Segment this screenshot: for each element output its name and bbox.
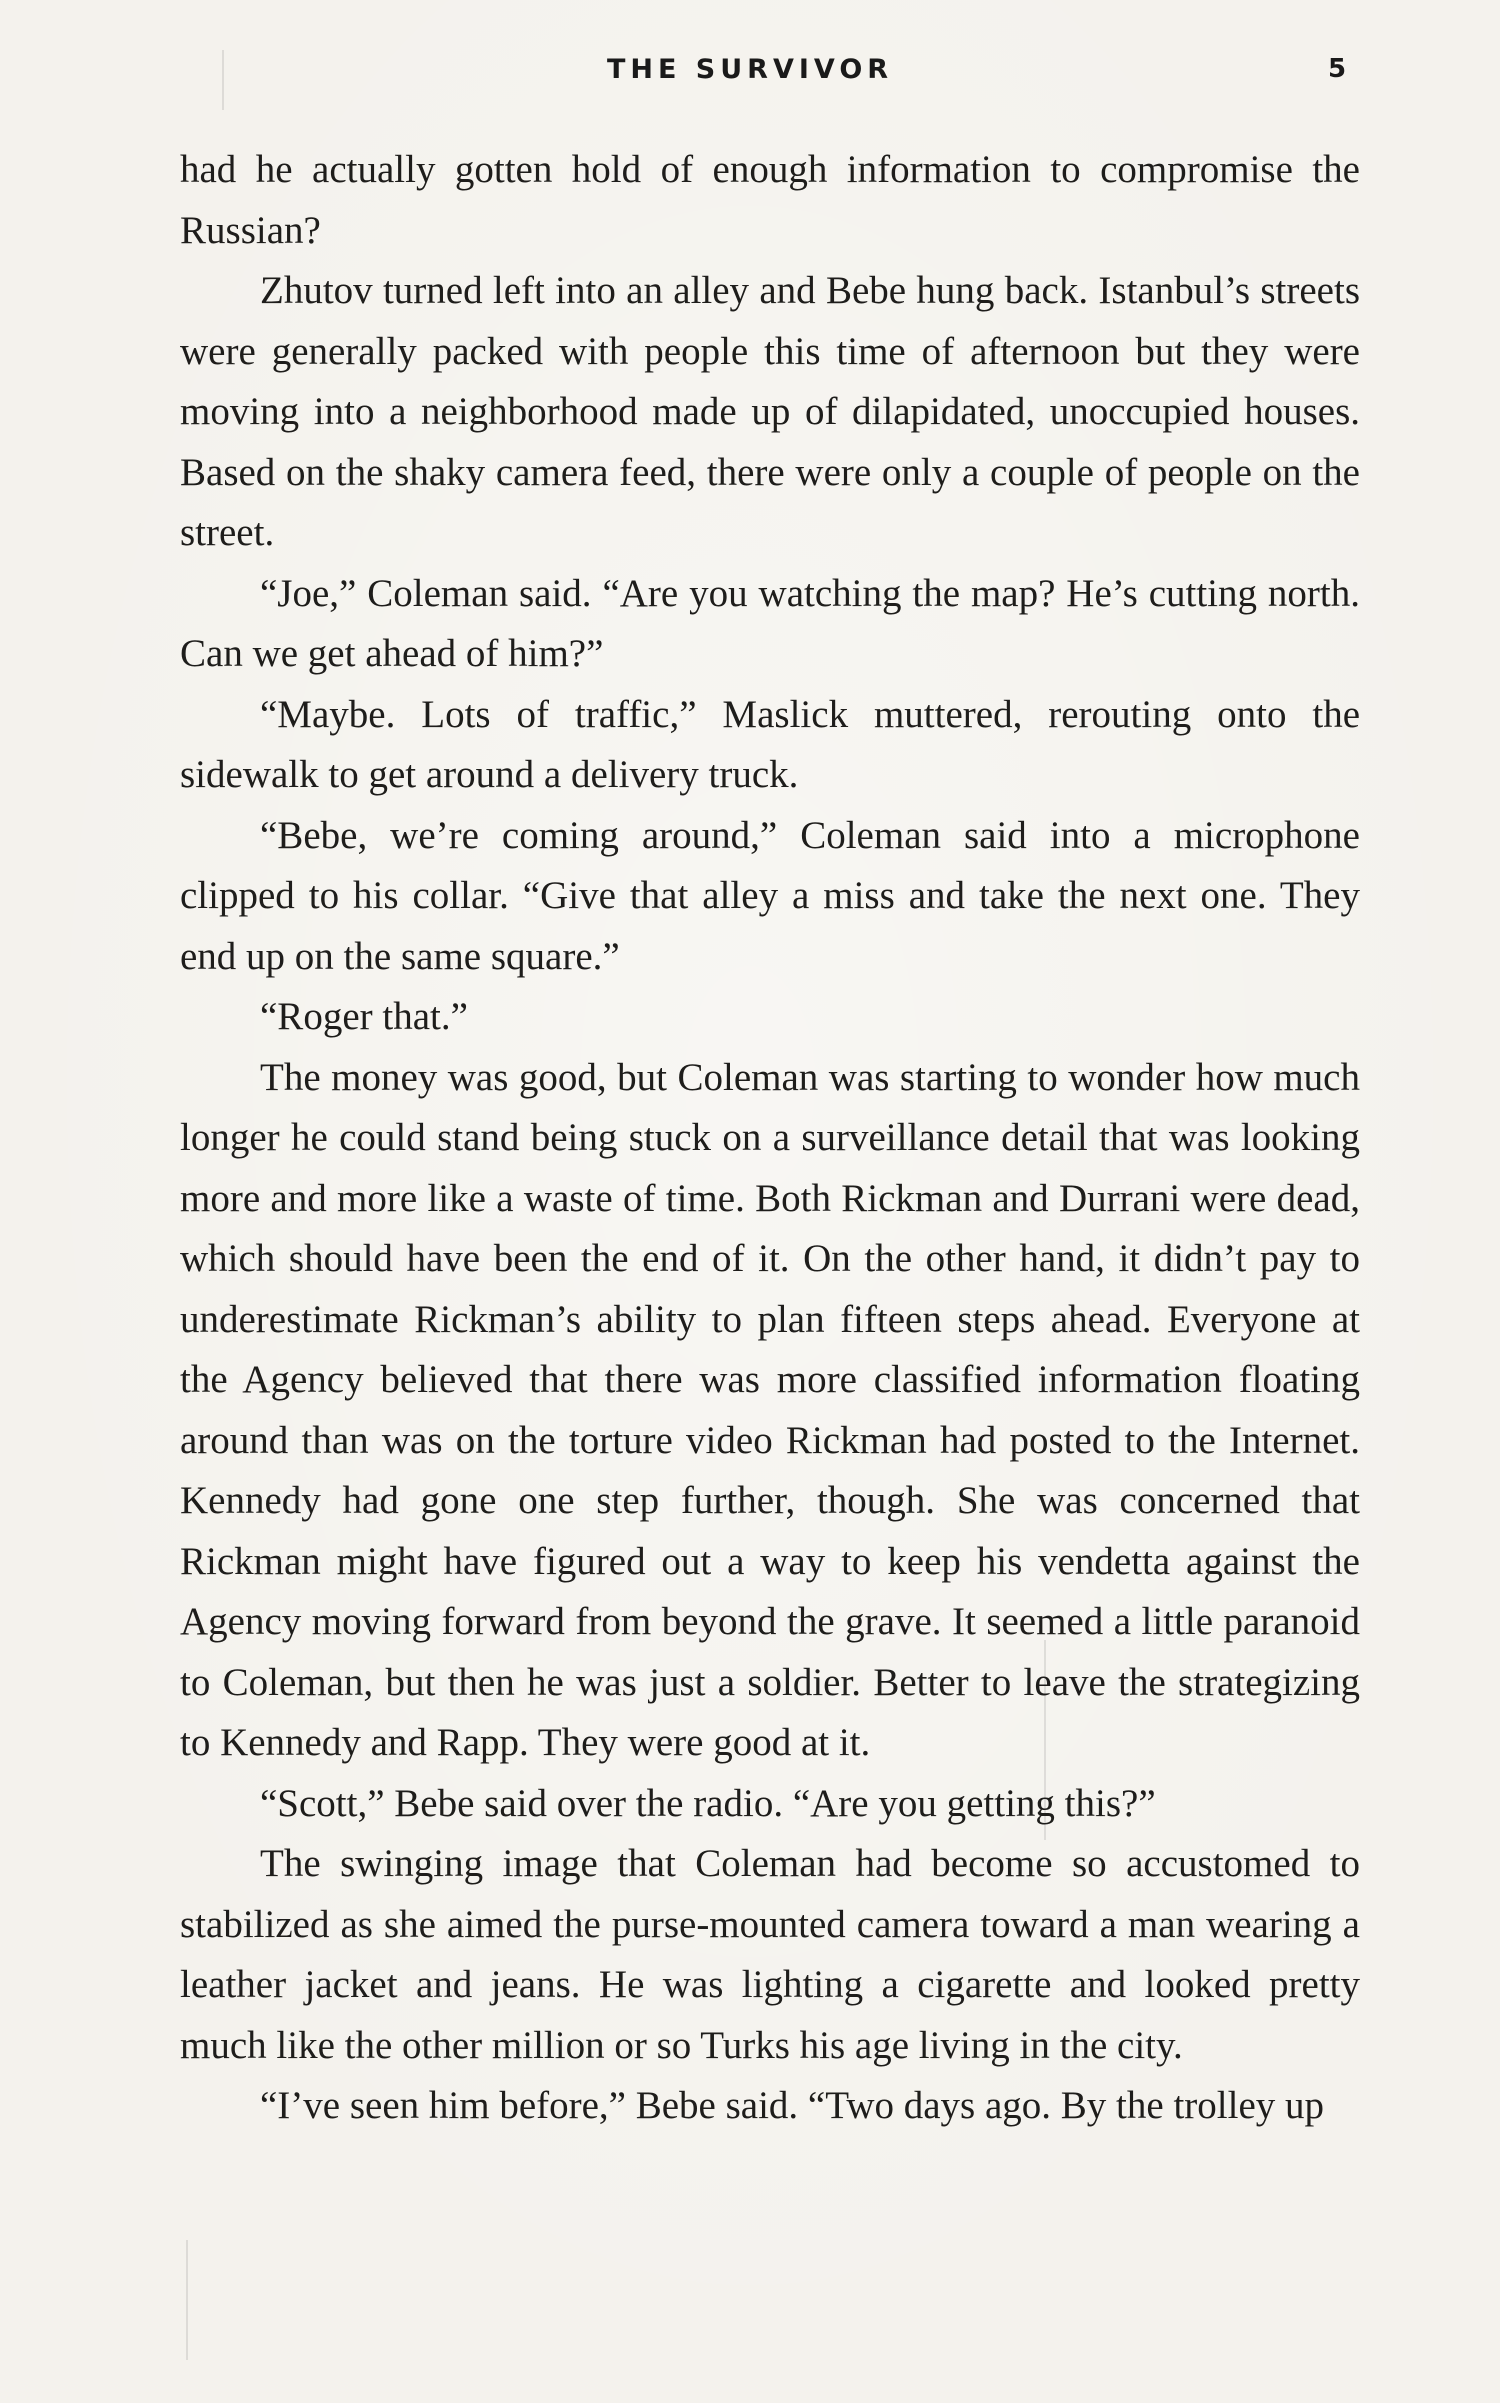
page-header xyxy=(0,50,1500,90)
paragraph: “Maybe. Lots of traffic,” Maslick muttered, rerouting onto the sidewalk to get around a delivery truck. xyxy=(180,692,1360,796)
paragraph: “Joe,” Coleman said. “Are you watching the map? He’s cutting north. Can we get ahead of him?” xyxy=(180,571,1360,675)
page-number: 5 xyxy=(1328,54,1347,84)
paragraph: had he actually gotten hold of enough information to compromise the Russian? xyxy=(180,148,1360,252)
paragraph: The swinging image that Coleman had become so accustomed to stabilized as she aimed the purse-mounted camera toward a man wearing a leather jacket and jeans. He was lighting a cigarette and looked pretty much like the other million or so Turks his age living in the city. xyxy=(180,1842,1360,2067)
paragraph: “I’ve seen him before,” Bebe said. “Two days ago. By the trolley up xyxy=(260,2084,1325,2127)
body-text xyxy=(180,140,1360,2290)
paragraph: Zhutov turned left into an alley and Bebe hung back. Istanbul’s streets were generally packed with people this time of afternoon but they were moving into a neighborhood made up of dilapidated, unoccupied houses. Based on the shaky camera feed, there were only a couple of people on the street. xyxy=(180,269,1360,554)
paragraph: “Bebe, we’re coming around,” Coleman said into a microphone clipped to his collar. “Give that alley a miss and take the next one. They end up on the same square.” xyxy=(180,813,1360,978)
paragraph: “Roger that.” xyxy=(260,995,468,1038)
paragraph: The money was good, but Coleman was starting to wonder how much longer he could stand being stuck on a surveillance detail that was looking more and more like a waste of time. Both Rickman and Durrani were dead, which should have been the end of it. On the other hand, it didn’t pay to underestimate Rickman’s ability to plan fifteen steps ahead. Everyone at the Agency believed that there was more classified information floating around than was on the torture video Rickman had posted to the Internet. Kennedy had gone one step further, though. She was concerned that Rickman might have figured out a way to keep his vendetta against the Agency moving forward from beyond the grave. It seemed a little paranoid to Coleman, but then he was just a soldier. Better to leave the strategizing to Kennedy and Rapp. They were good at it. xyxy=(180,1055,1360,1764)
paragraph: “Scott,” Bebe said over the radio. “Are you getting this?” xyxy=(260,1781,1156,1825)
running-title: THE SURVIVOR xyxy=(606,54,894,85)
